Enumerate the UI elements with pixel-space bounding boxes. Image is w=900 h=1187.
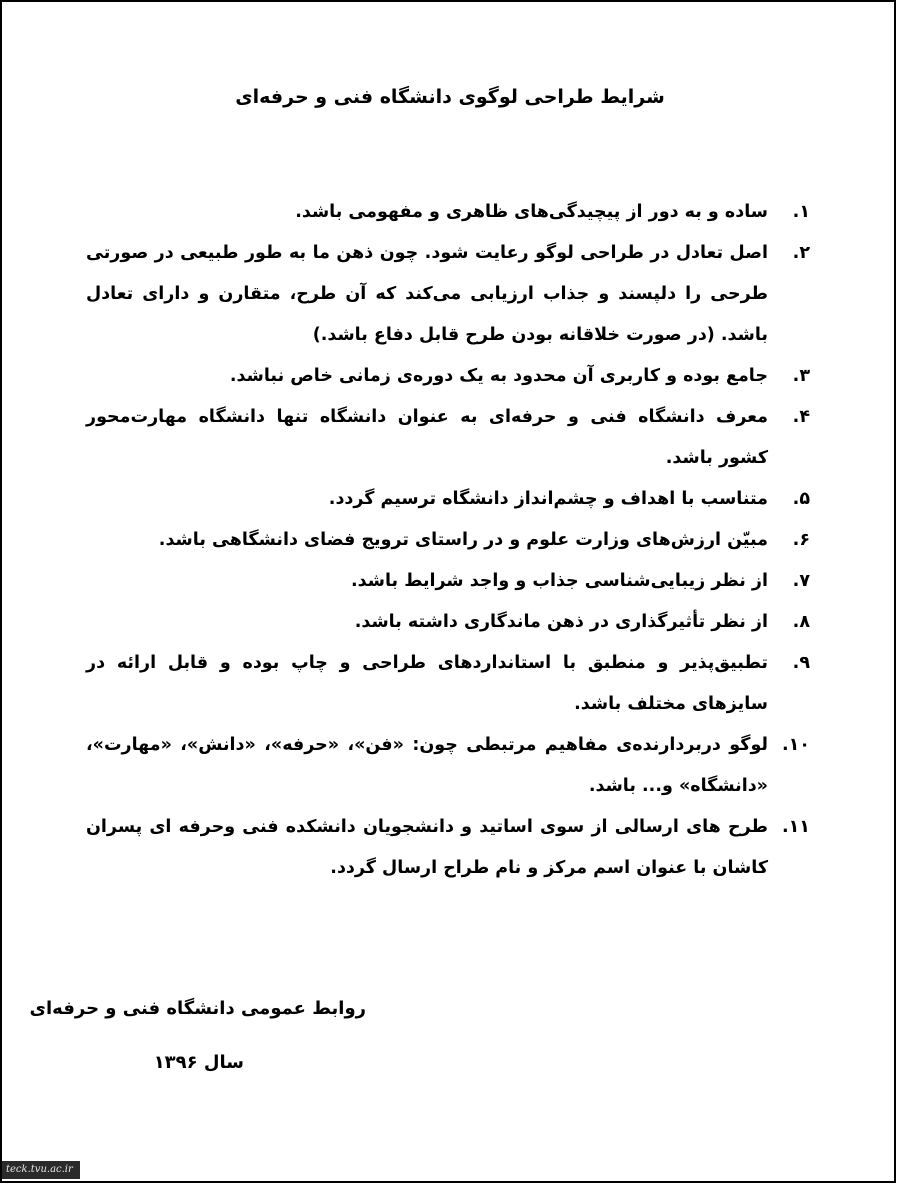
list-item xyxy=(86,725,810,807)
list-item-text: متناسب با اهداف و چشم‌انداز دانشگاه ترسیم گردد. xyxy=(328,489,768,509)
list-item-number: ۵. xyxy=(792,489,810,509)
list-item xyxy=(86,356,810,397)
document-title: شرایط طراحی لوگوی دانشگاه فنی و حرفه‌ای xyxy=(235,86,665,108)
list-item-text: طرح های ارسالی از سوی اساتید و دانشجویان دانشکده فنی وحرفه ای پسران کاشان با عنوان اسم مرکز و نام طراح ارسال گردد. xyxy=(86,817,768,878)
list-item-text: مبیّن ارزش‌های وزارت علوم و در راستای ترویج فضای دانشگاهی باشد. xyxy=(158,530,768,550)
conditions-list xyxy=(86,192,810,889)
watermark-text: teck.tvu.ac.ir xyxy=(6,1164,73,1175)
footer-organization: روابط عمومی دانشگاه فنی و حرفه‌ای xyxy=(29,998,366,1019)
list-item xyxy=(86,643,810,725)
list-item xyxy=(86,233,810,356)
list-item-text: لوگو دربردارنده‌ی مفاهیم مرتبطی چون: «فن»، «حرفه»، «دانش»، «مهارت»، «دانشگاه» و... باشد. xyxy=(86,735,768,796)
list-item-text: جامع بوده و کاربری آن محدود به یک دوره‌ی زمانی خاص نباشد. xyxy=(229,366,768,386)
list-item-number: ۱۱. xyxy=(781,817,810,837)
list-item xyxy=(86,479,810,520)
list-item-text: از نظر تأثیرگذاری در ذهن ماندگاری داشته باشد. xyxy=(354,612,768,632)
list-item xyxy=(86,192,810,233)
list-item-text: تطبیق‌پذیر و منطبق با استانداردهای طراحی و چاپ بوده و قابل ارائه در سایزهای مختلف باشد. xyxy=(86,653,768,714)
list-item-number: ۳. xyxy=(792,366,810,386)
list-item xyxy=(86,520,810,561)
list-item-text: اصل تعادل در طراحی لوگو رعایت شود. چون ذهن ما به طور طبیعی در صورتی طرحی را دلپسند و جذاب ارزیابی می‌کند که آن طرح، متقارن و دارای تعادل باشد. (در صورت خلاقانه بودن طرح قابل دفاع باشد.) xyxy=(86,243,768,345)
footer-year: سال ۱۳۹۶ xyxy=(153,1052,244,1073)
list-item-number: ۸. xyxy=(792,612,810,632)
list-item-number: ۷. xyxy=(792,571,810,591)
watermark-badge xyxy=(2,1161,80,1179)
list-item-number: ۹. xyxy=(792,653,810,673)
list-item-number: ۱. xyxy=(792,202,810,222)
list-item-text: ساده و به دور از پیچیدگی‌های ظاهری و مفهومی باشد. xyxy=(295,202,768,222)
list-item xyxy=(86,602,810,643)
list-item-number: ۱۰. xyxy=(781,735,810,755)
list-item-text: معرف دانشگاه فنی و حرفه‌ای به عنوان دانشگاه تنها دانشگاه مهارت‌محور کشور باشد. xyxy=(86,407,768,468)
list-item-number: ۶. xyxy=(792,530,810,550)
list-item xyxy=(86,561,810,602)
list-item-number: ۴. xyxy=(792,407,810,427)
list-item-number: ۲. xyxy=(792,243,810,263)
list-item xyxy=(86,397,810,479)
list-item-text: از نظر زیبایی‌شناسی جذاب و واجد شرایط باشد. xyxy=(351,571,768,591)
list-item xyxy=(86,807,810,889)
